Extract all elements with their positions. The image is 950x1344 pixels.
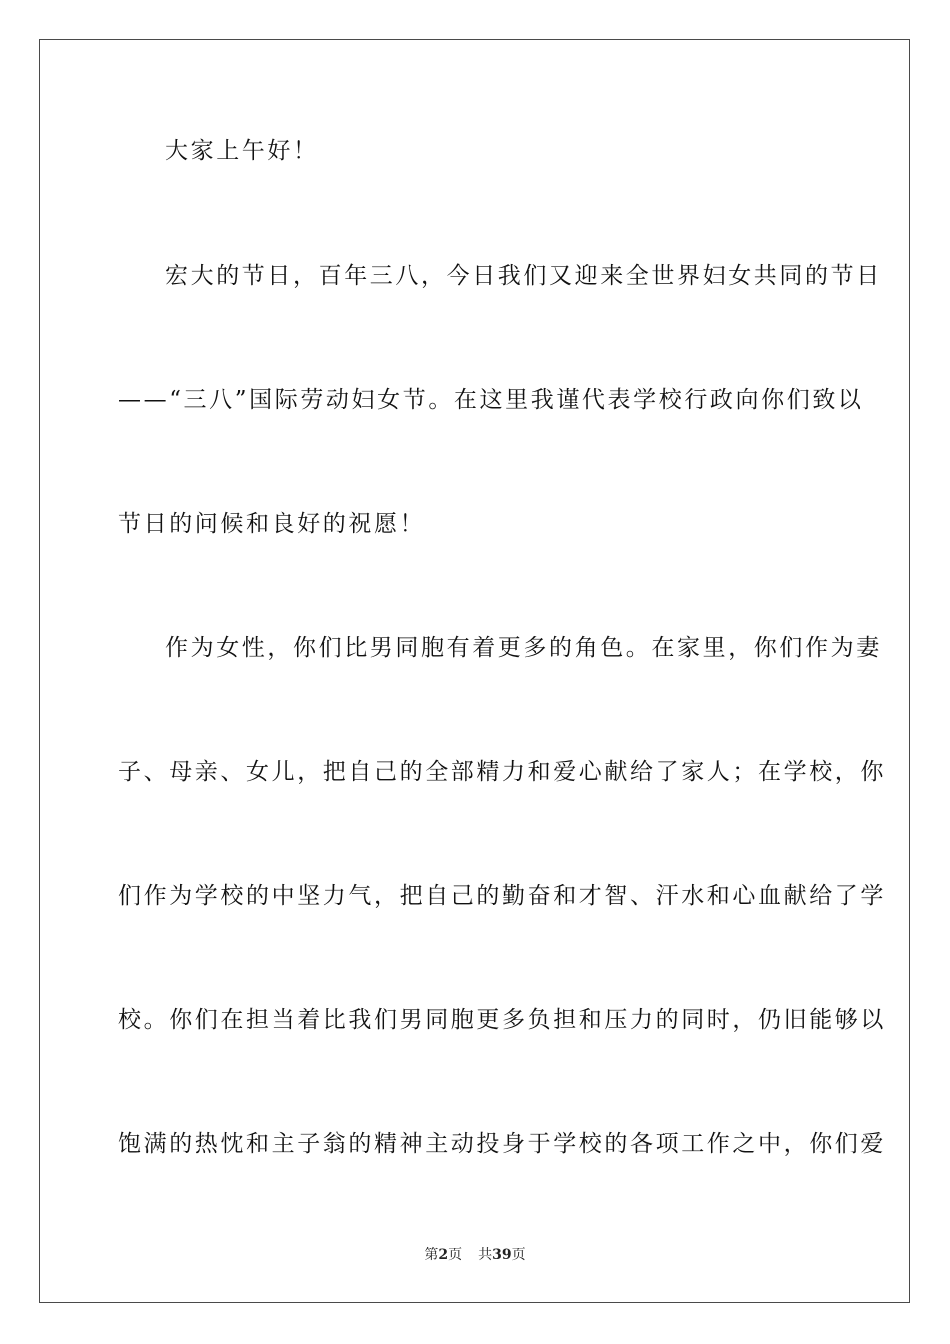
paragraph-1-line-3: 节日的问候和良好的祝愿！ bbox=[118, 511, 426, 537]
page-prefix: 第 bbox=[424, 1247, 439, 1263]
paragraph-2-line-5: 饱满的热忱和主子翁的精神主动投身于学校的各项工作之中，你们爱 bbox=[118, 1131, 886, 1157]
page-number: 2 bbox=[438, 1247, 449, 1263]
page-suffix: 页 bbox=[448, 1247, 463, 1263]
paragraph-2-line-1: 作为女性，你们比男同胞有着更多的角色。在家里，你们作为妻 bbox=[165, 635, 882, 661]
total-pages: 39 bbox=[492, 1247, 512, 1263]
total-prefix: 共 bbox=[478, 1247, 493, 1263]
total-suffix: 页 bbox=[511, 1247, 526, 1263]
paragraph-1-line-2: ——“三八”国际劳动妇女节。在这里我谨代表学校行政向你们致以 bbox=[118, 387, 864, 413]
paragraph-1-line-1: 宏大的节日，百年三八，今日我们又迎来全世界妇女共同的节日 bbox=[165, 263, 882, 289]
paragraph-2-line-3: 们作为学校的中坚力气，把自己的勤奋和才智、汗水和心血献给了学 bbox=[118, 883, 886, 909]
paragraph-2-line-4: 校。你们在担当着比我们男同胞更多负担和压力的同时，仍旧能够以 bbox=[118, 1007, 886, 1033]
page-border bbox=[39, 39, 910, 1303]
paragraph-2-line-2: 子、母亲、女儿，把自己的全部精力和爱心献给了家人；在学校，你 bbox=[118, 759, 886, 785]
greeting-line: 大家上午好！ bbox=[165, 138, 319, 164]
page-footer bbox=[0, 1246, 950, 1264]
